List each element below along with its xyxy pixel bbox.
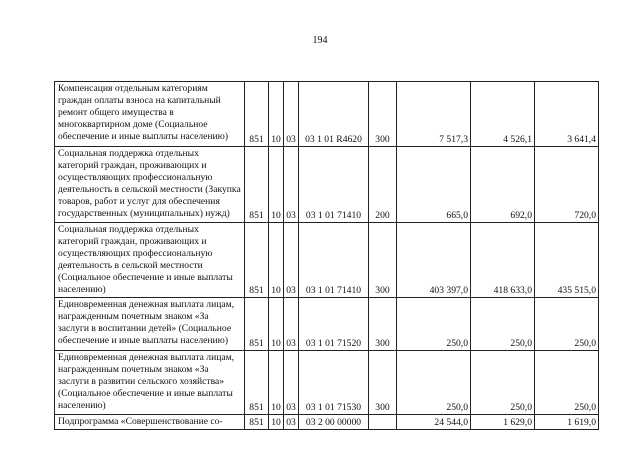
section-code: 10 xyxy=(269,82,284,147)
row-name: Подпрограмма «Совершенствование со- xyxy=(55,415,245,430)
subsection-code: 03 xyxy=(284,82,299,147)
section-code: 10 xyxy=(269,223,284,298)
row-name: Компенсация отдельным категориям граждан оплаты взноса на капитальный ремонт общего имущества в многоквартирном доме (Социальное обеспечение и иные выплаты населению) xyxy=(55,82,245,147)
amount-year-1: 250,0 xyxy=(397,298,471,351)
ministry-code: 851 xyxy=(245,351,269,415)
target-code: 03 1 01 R4620 xyxy=(299,82,369,147)
amount-year-3: 435 515,0 xyxy=(535,223,599,298)
amount-year-1: 665,0 xyxy=(397,147,471,223)
subsection-code: 03 xyxy=(284,351,299,415)
subsection-code: 03 xyxy=(284,415,299,430)
table-row xyxy=(55,82,599,147)
row-name: Единовременная денежная выплата лицам, награжденным почетным знаком «За заслуги в воспитании детей» (Социальное обеспечение и иные выплаты населению) xyxy=(55,298,245,351)
target-code: 03 1 01 71520 xyxy=(299,298,369,351)
budget-table xyxy=(54,81,599,430)
subsection-code: 03 xyxy=(284,298,299,351)
table-row xyxy=(55,147,599,223)
subsection-code: 03 xyxy=(284,147,299,223)
amount-year-3: 720,0 xyxy=(535,147,599,223)
page-number: 194 xyxy=(312,35,328,46)
amount-year-3: 1 619,0 xyxy=(535,415,599,430)
table-row xyxy=(55,351,599,415)
section-code: 10 xyxy=(269,351,284,415)
row-name: Социальная поддержка отдельных категорий граждан, проживающих и осуществляющих профессиональную деятельность в сельской местности (Социальное обеспечение и иные выплаты населению) xyxy=(55,223,245,298)
table-row xyxy=(55,223,599,298)
amount-year-2: 250,0 xyxy=(471,298,535,351)
target-code: 03 1 01 71410 xyxy=(299,223,369,298)
subsection-code: 03 xyxy=(284,223,299,298)
ministry-code: 851 xyxy=(245,223,269,298)
amount-year-3: 3 641,4 xyxy=(535,82,599,147)
amount-year-1: 403 397,0 xyxy=(397,223,471,298)
target-code: 03 1 01 71530 xyxy=(299,351,369,415)
amount-year-2: 418 633,0 xyxy=(471,223,535,298)
expense-type-code: 300 xyxy=(369,82,397,147)
row-name: Социальная поддержка отдельных категорий граждан, проживающих и осуществляющих профессиональную деятельность в сельской местности (Закупка товаров, работ и услуг для обеспечения государственных (муниципальных) нужд) xyxy=(55,147,245,223)
amount-year-3: 250,0 xyxy=(535,298,599,351)
amount-year-2: 250,0 xyxy=(471,351,535,415)
expense-type-code: 300 xyxy=(369,223,397,298)
amount-year-2: 1 629,0 xyxy=(471,415,535,430)
table-row xyxy=(55,415,599,430)
expense-type-code: 200 xyxy=(369,147,397,223)
ministry-code: 851 xyxy=(245,147,269,223)
target-code: 03 1 01 71410 xyxy=(299,147,369,223)
amount-year-2: 692,0 xyxy=(471,147,535,223)
amount-year-1: 250,0 xyxy=(397,351,471,415)
expense-type-code xyxy=(369,415,397,430)
amount-year-2: 4 526,1 xyxy=(471,82,535,147)
section-code: 10 xyxy=(269,415,284,430)
ministry-code: 851 xyxy=(245,415,269,430)
expense-type-code: 300 xyxy=(369,298,397,351)
amount-year-3: 250,0 xyxy=(535,351,599,415)
section-code: 10 xyxy=(269,298,284,351)
row-name: Единовременная денежная выплата лицам, награжденным почетным знаком «За заслуги в развитии сельского хозяйства» (Социальное обеспечение и иные выплаты населению) xyxy=(55,351,245,415)
amount-year-1: 24 544,0 xyxy=(397,415,471,430)
table-row xyxy=(55,298,599,351)
section-code: 10 xyxy=(269,147,284,223)
ministry-code: 851 xyxy=(245,298,269,351)
amount-year-1: 7 517,3 xyxy=(397,82,471,147)
ministry-code: 851 xyxy=(245,82,269,147)
expense-type-code: 300 xyxy=(369,351,397,415)
target-code: 03 2 00 00000 xyxy=(299,415,369,430)
